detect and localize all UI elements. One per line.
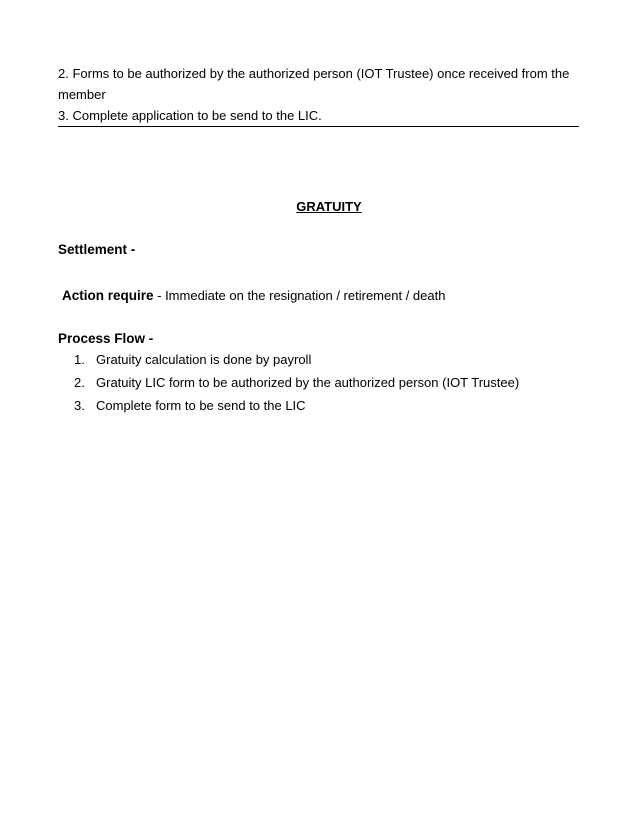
list-item-number: 3. — [74, 398, 85, 413]
list-item — [74, 375, 519, 391]
list-item-number: 1. — [74, 352, 85, 367]
action-require-line — [62, 288, 445, 304]
section-divider — [58, 126, 579, 127]
process-flow-label: Process Flow - — [58, 331, 154, 346]
complete-application-line: 3. Complete application to be send to the LIC. — [58, 108, 322, 123]
list-item — [74, 352, 311, 368]
list-item — [74, 398, 306, 414]
list-item-text: Gratuity calculation is done by payroll — [96, 352, 312, 367]
gratuity-title: GRATUITY — [296, 199, 362, 214]
settlement-label: Settlement - — [58, 242, 136, 257]
action-require-label: Action require — [62, 288, 154, 303]
list-item-text: Gratuity LIC form to be authorized by the authorized person (IOT Trustee) — [96, 375, 520, 390]
list-item-text: Complete form to be send to the LIC — [96, 398, 306, 413]
member-line: member — [58, 87, 106, 102]
gratuity-heading — [0, 199, 638, 215]
forms-authorized-line: 2. Forms to be authorized by the authorized person (IOT Trustee) once received from the — [58, 66, 570, 81]
list-item-number: 2. — [74, 375, 85, 390]
action-require-text: - Immediate on the resignation / retirement / death — [153, 288, 446, 303]
